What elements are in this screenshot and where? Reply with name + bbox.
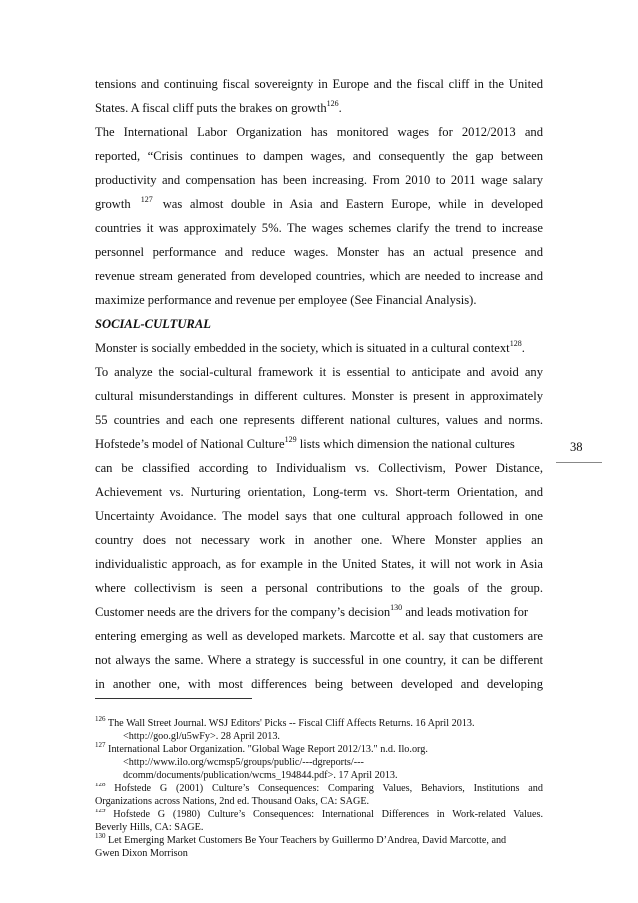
footnote-separator (95, 698, 252, 699)
body-line: cultural misunderstandings in different cultures. Monster is present in approximately (95, 389, 543, 403)
footnote-text: Hofstede G (2001) Culture’s Consequences: Comparing Values, Behaviors, Institutions and (105, 783, 543, 794)
footnote-number: 126 (95, 715, 106, 723)
body-line: Achievement vs. Nurturing orientation, Long-term vs. Short-term Orientation, and (95, 485, 543, 499)
body-line: To analyze the social-cultural framework it is essential to anticipate and avoid any (95, 365, 543, 379)
body-text: . (521, 341, 525, 355)
body-text: . (338, 101, 342, 115)
body-line: The International Labor Organization has monitored wages for 2012/2013 and (95, 125, 543, 139)
footnote-127-cont: <http://www.ilo.org/wcmsp5/groups/public/---dgreports/--- (123, 757, 364, 768)
body-line: maximize performance and revenue per employee (See Financial Analysis). (95, 293, 477, 307)
body-line: country does not necessary work in another one. Where Monster applies an (95, 533, 543, 547)
page-number-rule (556, 462, 602, 463)
body-line: entering emerging as well as developed markets. Marcotte et al. say that customers are (95, 629, 543, 643)
body-line: individualistic approach, as for example in the United States, it will not work in Asia (95, 557, 543, 571)
body-line: revenue stream generated from developed countries, which are needed to increase and (95, 269, 543, 283)
footnote-127 (95, 741, 543, 757)
footnote-ref-129: 129 (284, 435, 297, 444)
body-line: can be classified according to Individualism vs. Collectivism, Power Distance, (95, 461, 543, 475)
body-text: States. A fiscal cliff puts the brakes on growth (95, 101, 327, 115)
body-line: where collectivism is seen a personal contributions to the goals of the group. (95, 581, 543, 595)
body-line: personnel performance and reduce wages. Monster has an actual presence and (95, 245, 543, 259)
footnote-126 (95, 715, 543, 731)
footnote-129-cont: Beverly Hills, CA: SAGE. (95, 822, 204, 833)
body-line (95, 340, 543, 356)
footnote-130 (95, 832, 543, 848)
body-line (95, 604, 543, 620)
body-line: 55 countries and each one represents different national cultures, values and norms. (95, 413, 543, 427)
body-line (95, 100, 543, 116)
body-line: reported, “Crisis continues to dampen wages, and consequently the gap between (95, 149, 543, 163)
footnote-ref-128: 128 (509, 339, 522, 348)
body-line: countries it was approximately 5%. The wages schemes clarify the trend to increase (95, 221, 543, 235)
body-line: productivity and compensation has been increasing. From 2010 to 2011 wage salary (95, 173, 543, 187)
footnote-text: International Labor Organization. "Global Wage Report 2012/13." n.d. Ilo.org. (105, 744, 428, 755)
footnote-128 (95, 783, 543, 796)
footnote-128-cont: Organizations across Nations, 2nd ed. Thousand Oaks, CA: SAGE. (95, 796, 370, 807)
body-line (95, 436, 543, 452)
footnote-130-cont: Gwen Dixon Morrison (95, 848, 188, 859)
footnote-text: Hofstede G (1980) Culture’s Consequences: International Differences in Work-related Values. (105, 809, 543, 820)
body-text: Hofstede’s model of National Culture (95, 437, 285, 451)
body-text: and leads motivation for (402, 605, 529, 619)
body-text: lists which dimension the national cultures (296, 437, 515, 451)
footnote-text: The Wall Street Journal. WSJ Editors' Picks -- Fiscal Cliff Affects Returns. 16 April 2013. (105, 718, 475, 729)
footnote-ref-130: 130 (390, 603, 403, 612)
footnote-ref-127: 127 (140, 195, 153, 204)
footnote-127-cont: dcomm/documents/publication/wcms_194844.pdf>. 17 April 2013. (123, 770, 398, 781)
body-line: Uncertainty Avoidance. The model says that one cultural approach followed in one (95, 509, 543, 523)
footnote-129 (95, 809, 543, 822)
footnote-number: 130 (95, 832, 106, 840)
footnote-ref-126: 126 (326, 99, 339, 108)
footnote-number: 128 (95, 783, 106, 788)
body-text: was almost double in Asia and Eastern Europe, while in developed (162, 197, 543, 211)
footnote-number: 127 (95, 741, 106, 749)
footnote-126-cont: <http://goo.gl/u5wFy>. 28 April 2013. (123, 731, 280, 742)
body-line (95, 196, 543, 212)
footnote-text: Let Emerging Market Customers Be Your Teachers by Guillermo D’Andrea, David Marcotte, and (105, 835, 507, 846)
body-text: Customer needs are the drivers for the company’s decision (95, 605, 391, 619)
section-heading: SOCIAL-CULTURAL (95, 317, 211, 331)
page-number: 38 (570, 440, 583, 454)
body-line: in another one, with most differences being between developed and developing (95, 677, 543, 691)
body-text: Monster is socially embedded in the society, which is situated in a cultural context (95, 341, 510, 355)
body-text: growth $^{127}$ (95, 195, 153, 211)
footnote-number: 129 (95, 809, 106, 814)
body-line: tensions and continuing fiscal sovereignty in Europe and the fiscal cliff in the United (95, 77, 543, 91)
body-line: not always the same. Where a strategy is successful in one country, it can be different (95, 653, 543, 667)
